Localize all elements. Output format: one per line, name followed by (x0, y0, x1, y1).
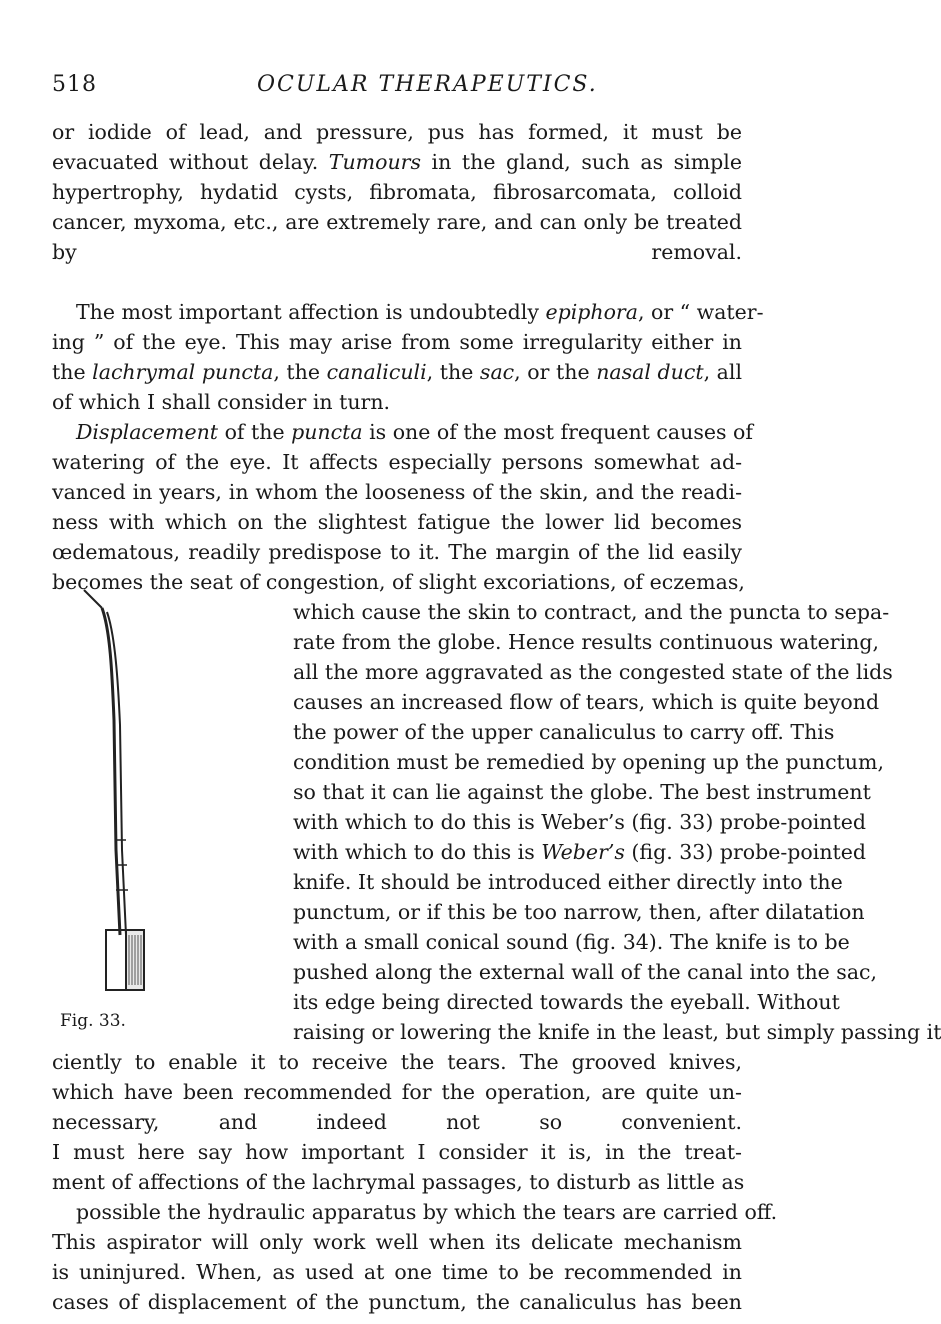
text-line: punctum, or if this be too narrow, then, after dilatation (293, 900, 865, 924)
text-line: the lachrymal puncta, the canaliculi, the sac, or the nasal duct, all (52, 360, 743, 384)
text-line: possible the hydraulic apparatus by which the tears are carried off. (76, 1200, 778, 1224)
text-line: I must here say how important I consider it is, in the treat- (52, 1140, 742, 1164)
text-line: by removal. (52, 240, 742, 264)
text-line: ment of affections of the lachrymal passages, to disturb as little as (52, 1170, 745, 1194)
figure-caption: Fig. 33. (60, 1011, 126, 1031)
text-line: condition must be remedied by opening up the punctum, (293, 750, 884, 774)
text-line: its edge being directed towards the eyeball. Without (293, 990, 840, 1014)
text-line: pushed along the external wall of the canal into the sac, (293, 960, 878, 984)
text-line: ciently to enable it to receive the tears. The grooved knives, (52, 1050, 742, 1074)
weber-knife-illustration (80, 590, 170, 990)
text-line: knife. It should be introduced either directly into the (293, 870, 843, 894)
running-header (52, 72, 740, 102)
text-line: watering of the eye. It affects especially persons somewhat ad- (52, 450, 742, 474)
text-line: so that it can lie against the globe. The best instrument (293, 780, 871, 804)
running-title: OCULAR THERAPEUTICS. (257, 72, 598, 97)
text-line: with a small conical sound (fig. 34). The knife is to be (293, 930, 850, 954)
text-line: ing ” of the eye. This may arise from some irregularity either in (52, 330, 742, 354)
text-line: which have been recommended for the operation, are quite un- (52, 1080, 742, 1104)
text-line: hypertrophy, hydatid cysts, fibromata, fibrosarcomata, colloid (52, 180, 742, 204)
text-line: raising or lowering the knife in the least, but simply passing it (293, 1020, 941, 1044)
text-line: cases of displacement of the punctum, the canaliculus has been (52, 1290, 742, 1314)
text-line: This aspirator will only work well when its delicate mechanism (52, 1230, 742, 1254)
text-line: vanced in years, in whom the looseness of the skin, and the readi- (52, 480, 742, 504)
text-line: or iodide of lead, and pressure, pus has formed, it must be (52, 120, 742, 144)
text-line: is uninjured. When, as used at one time to be recommended in (52, 1260, 742, 1284)
text-line: Displacement of the puncta is one of the most frequent causes of (76, 420, 753, 444)
text-line: with which to do this is Weber’s (fig. 33) probe-pointed (293, 810, 866, 834)
text-line (52, 267, 742, 297)
text-line: causes an increased flow of tears, which is quite beyond (293, 690, 880, 714)
text-line: ness with which on the slightest fatigue the lower lid becomes (52, 510, 742, 534)
text-line: cancer, myxoma, etc., are extremely rare, and can only be treated (52, 210, 742, 234)
text-line: œdematous, readily predispose to it. The margin of the lid easily (52, 540, 742, 564)
text-line: the power of the upper canaliculus to carry off. This (293, 720, 835, 744)
text-line: The most important affection is undoubtedly epiphora, or “ water- (76, 300, 764, 324)
page-number: 518 (52, 72, 97, 97)
text-line: which cause the skin to contract, and the puncta to sepa- (293, 600, 890, 624)
text-line: becomes the seat of congestion, of slight excoriations, of eczemas, (52, 570, 745, 594)
text-line: evacuated without delay. Tumours in the gland, such as simple (52, 150, 742, 174)
text-line: all the more aggravated as the congested state of the lids (293, 660, 893, 684)
text-line: of which I shall consider in turn. (52, 390, 391, 414)
text-line: necessary, and indeed not so convenient. (52, 1110, 742, 1134)
text-line: rate from the globe. Hence results continuous watering, (293, 630, 879, 654)
text-line: with which to do this is Weber’s (fig. 33) probe-pointed (293, 840, 867, 864)
